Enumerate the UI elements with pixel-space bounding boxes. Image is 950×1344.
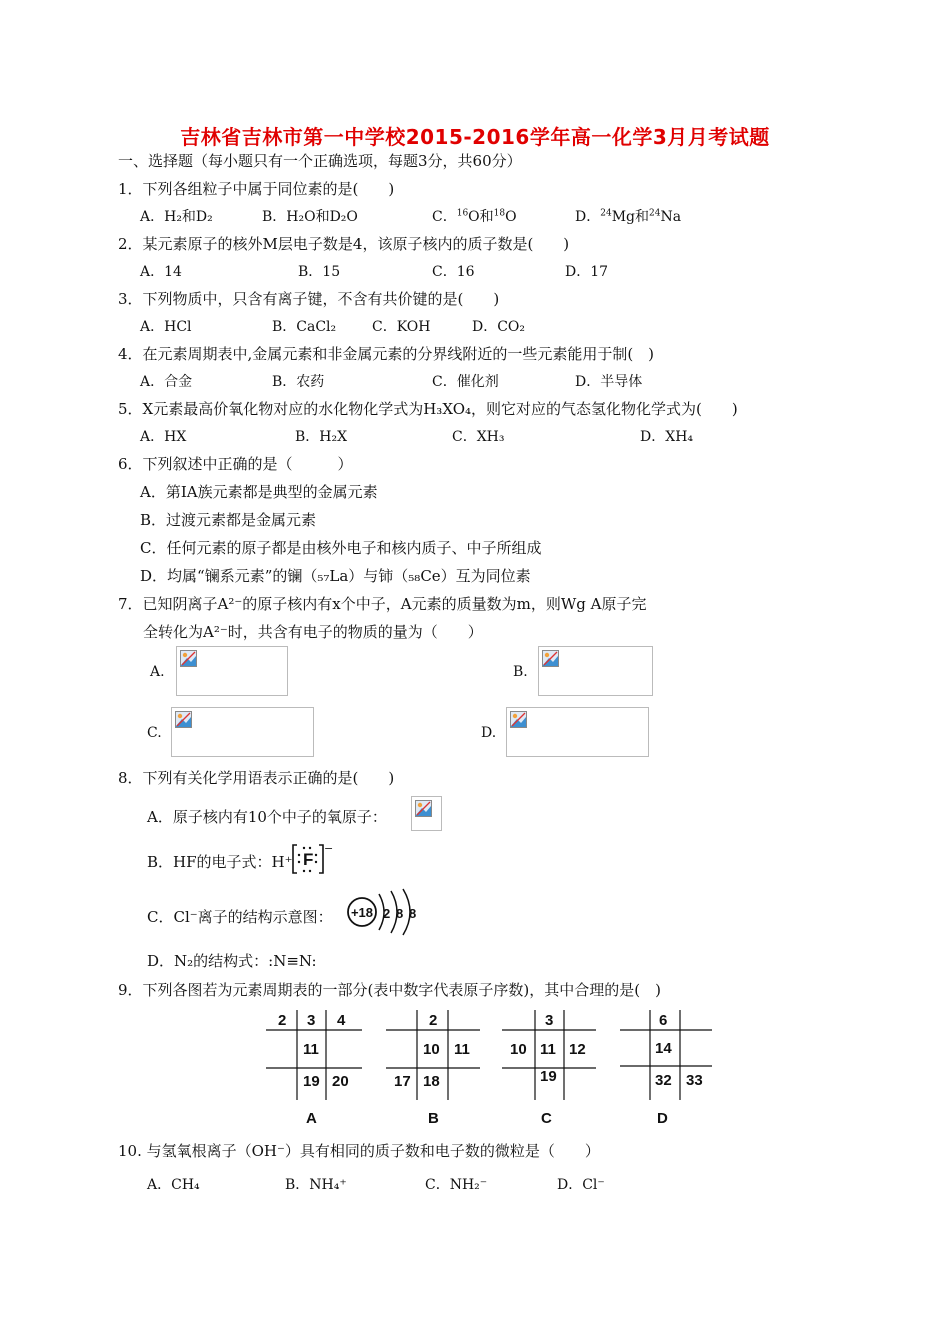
q3-option-a: A．HCl (140, 319, 192, 335)
periodic-grid-a (266, 1010, 362, 1100)
grid-b-cell: 18 (423, 1073, 440, 1090)
q6-option-c: C．任何元素的原子都是由核外电子和核内质子、中子所组成 (140, 539, 542, 557)
grid-c-cell: 12 (569, 1041, 586, 1058)
shell-1-count: 2 (383, 906, 391, 921)
q5-option-b: B．H₂X (295, 429, 348, 445)
q7-option-c-label: C. (147, 725, 162, 741)
grid-c-cell: 19 (540, 1068, 557, 1085)
broken-image-icon (542, 650, 559, 667)
q8-option-a-image (411, 796, 442, 831)
grid-b-cell: 11 (454, 1041, 470, 1058)
q3-option-b: B．CaCl₂ (272, 319, 337, 335)
q10-option-a: A．CH₄ (147, 1177, 200, 1193)
q10-option-d: D．Cl⁻ (557, 1177, 605, 1193)
q7-option-b-image (538, 646, 653, 696)
cl-ion-structure-diagram (343, 888, 421, 938)
shell-2-count: 8 (396, 906, 404, 921)
q3-option-c: C．KOH (372, 319, 431, 335)
hf-fluorine-symbol: F (303, 850, 314, 869)
question-4-stem: 4．在元素周期表中,金属元素和非金属元素的分界线附近的一些元素能用于制( ) (118, 345, 655, 363)
grid-d-cell: 33 (686, 1072, 703, 1089)
hf-charge: − (324, 842, 334, 855)
grid-a-cell: 19 (303, 1073, 320, 1090)
grid-a-cell: 3 (307, 1012, 316, 1029)
grid-c-cell: 10 (510, 1041, 527, 1058)
grid-c-cell: 11 (540, 1041, 556, 1058)
question-5-stem: 5．X元素最高价氧化物对应的水化物化学式为H₃XO₄，则它对应的气态氢化物化学式为( ) (118, 400, 738, 418)
hf-electron-dot-diagram (291, 842, 334, 876)
broken-image-icon (510, 711, 527, 728)
question-7-stem-line1: 7．已知阴离子A²⁻的原子核内有x个中子，A元素的质量数为m，则Wg A原子完 (118, 595, 647, 613)
grid-c-label: C (541, 1110, 552, 1127)
grid-d-cell: 32 (655, 1072, 672, 1089)
shell-3-count: 8 (409, 906, 417, 921)
q1-option-a: A．H₂和D₂ (140, 209, 213, 225)
q2-option-c: C．16 (432, 264, 475, 280)
q6-option-a: A．第ⅠA族元素都是典型的金属元素 (140, 483, 378, 501)
periodic-grid-c (502, 1010, 596, 1100)
q4-option-b: B．农药 (272, 374, 325, 390)
q6-option-d: D．均属“镧系元素”的镧（₅₇La）与铈（₅₈Ce）互为同位素 (140, 567, 531, 585)
q1-option-c: C．$^{16}$O和$^{18}$O (432, 208, 517, 225)
q10-option-c: C．NH₂⁻ (425, 1177, 488, 1193)
grid-a-cell: 11 (303, 1041, 319, 1058)
q8-option-c: C．Cl⁻离子的结构示意图： (147, 908, 333, 926)
periodic-grid-d (620, 1010, 712, 1100)
q4-option-c: C．催化剂 (432, 374, 499, 390)
grid-d-cell: 6 (659, 1012, 668, 1029)
question-10-stem: 10. 与氢氧根离子（OH⁻）具有相同的质子数和电子数的微粒是（ ） (118, 1142, 600, 1160)
q1-option-d: D．$^{24}$Mg和$^{24}$Na (575, 208, 682, 225)
question-3-stem: 3．下列物质中，只含有离子键，不含有共价键的是( ) (118, 290, 500, 308)
grid-b-cell: 10 (423, 1041, 440, 1058)
broken-image-icon (415, 800, 432, 817)
question-8-stem: 8．下列有关化学用语表示正确的是( ) (118, 769, 395, 787)
q7-option-d-label: D. (481, 725, 497, 741)
q2-option-d: D．17 (565, 264, 609, 280)
q2-option-a: A．14 (140, 264, 182, 280)
q3-option-d: D．CO₂ (472, 319, 526, 335)
q4-option-d: D．半导体 (575, 374, 643, 390)
grid-b-cell: 2 (429, 1012, 438, 1029)
grid-c-cell: 3 (545, 1012, 554, 1029)
broken-image-icon (175, 711, 192, 728)
q8-option-b: B．HF的电子式：H⁺ (147, 853, 293, 871)
q10-option-b: B．NH₄⁺ (285, 1177, 347, 1193)
question-6-stem: 6．下列叙述中正确的是（ ） (118, 455, 353, 473)
broken-image-icon (180, 650, 197, 667)
grid-d-label: D (657, 1110, 668, 1127)
question-1-stem: 1．下列各组粒子中属于同位素的是( ) (118, 180, 395, 198)
section-heading: 一、选择题（每小题只有一个正确选项，每题3分，共60分） (118, 152, 522, 170)
periodic-grid-b (386, 1010, 480, 1100)
q7-option-c-image (171, 707, 314, 757)
q2-option-b: B．15 (298, 264, 341, 280)
question-9-stem: 9．下列各图若为元素周期表的一部分(表中数字代表原子序数)，其中合理的是( ) (118, 981, 661, 999)
grid-a-label: A (306, 1110, 317, 1127)
grid-d-cell: 14 (655, 1040, 672, 1057)
q7-option-b-label: B. (513, 664, 528, 680)
q4-option-a: A．合金 (140, 374, 193, 390)
q7-option-a-label: A. (150, 664, 165, 680)
question-7-stem-line2: 全转化为A²⁻时，共含有电子的物质的量为（ ） (143, 623, 483, 641)
q8-option-d: D．N₂的结构式：:N≡N: (147, 952, 317, 970)
grid-b-label: B (428, 1110, 439, 1127)
q7-option-a-image (176, 646, 288, 696)
page-title: 吉林省吉林市第一中学校2015-2016学年高一化学3月月考试题 (180, 125, 770, 149)
grid-a-cell: 2 (278, 1012, 287, 1029)
q7-option-d-image (506, 707, 649, 757)
q5-option-a: A．HX (140, 429, 187, 445)
q5-option-c: C．XH₃ (452, 429, 505, 445)
q6-option-b: B．过渡元素都是金属元素 (140, 511, 317, 529)
q8-option-a: A．原子核内有10个中子的氧原子： (147, 808, 387, 826)
grid-a-cell: 20 (332, 1073, 349, 1090)
question-2-stem: 2．某元素原子的核外M层电子数是4，该原子核内的质子数是( ) (118, 235, 570, 253)
q1-option-b: B．H₂O和D₂O (262, 209, 358, 225)
grid-a-cell: 4 (337, 1012, 346, 1029)
q5-option-d: D．XH₄ (640, 429, 694, 445)
grid-b-cell: 17 (394, 1073, 411, 1090)
nucleus-charge: +18 (350, 905, 374, 920)
